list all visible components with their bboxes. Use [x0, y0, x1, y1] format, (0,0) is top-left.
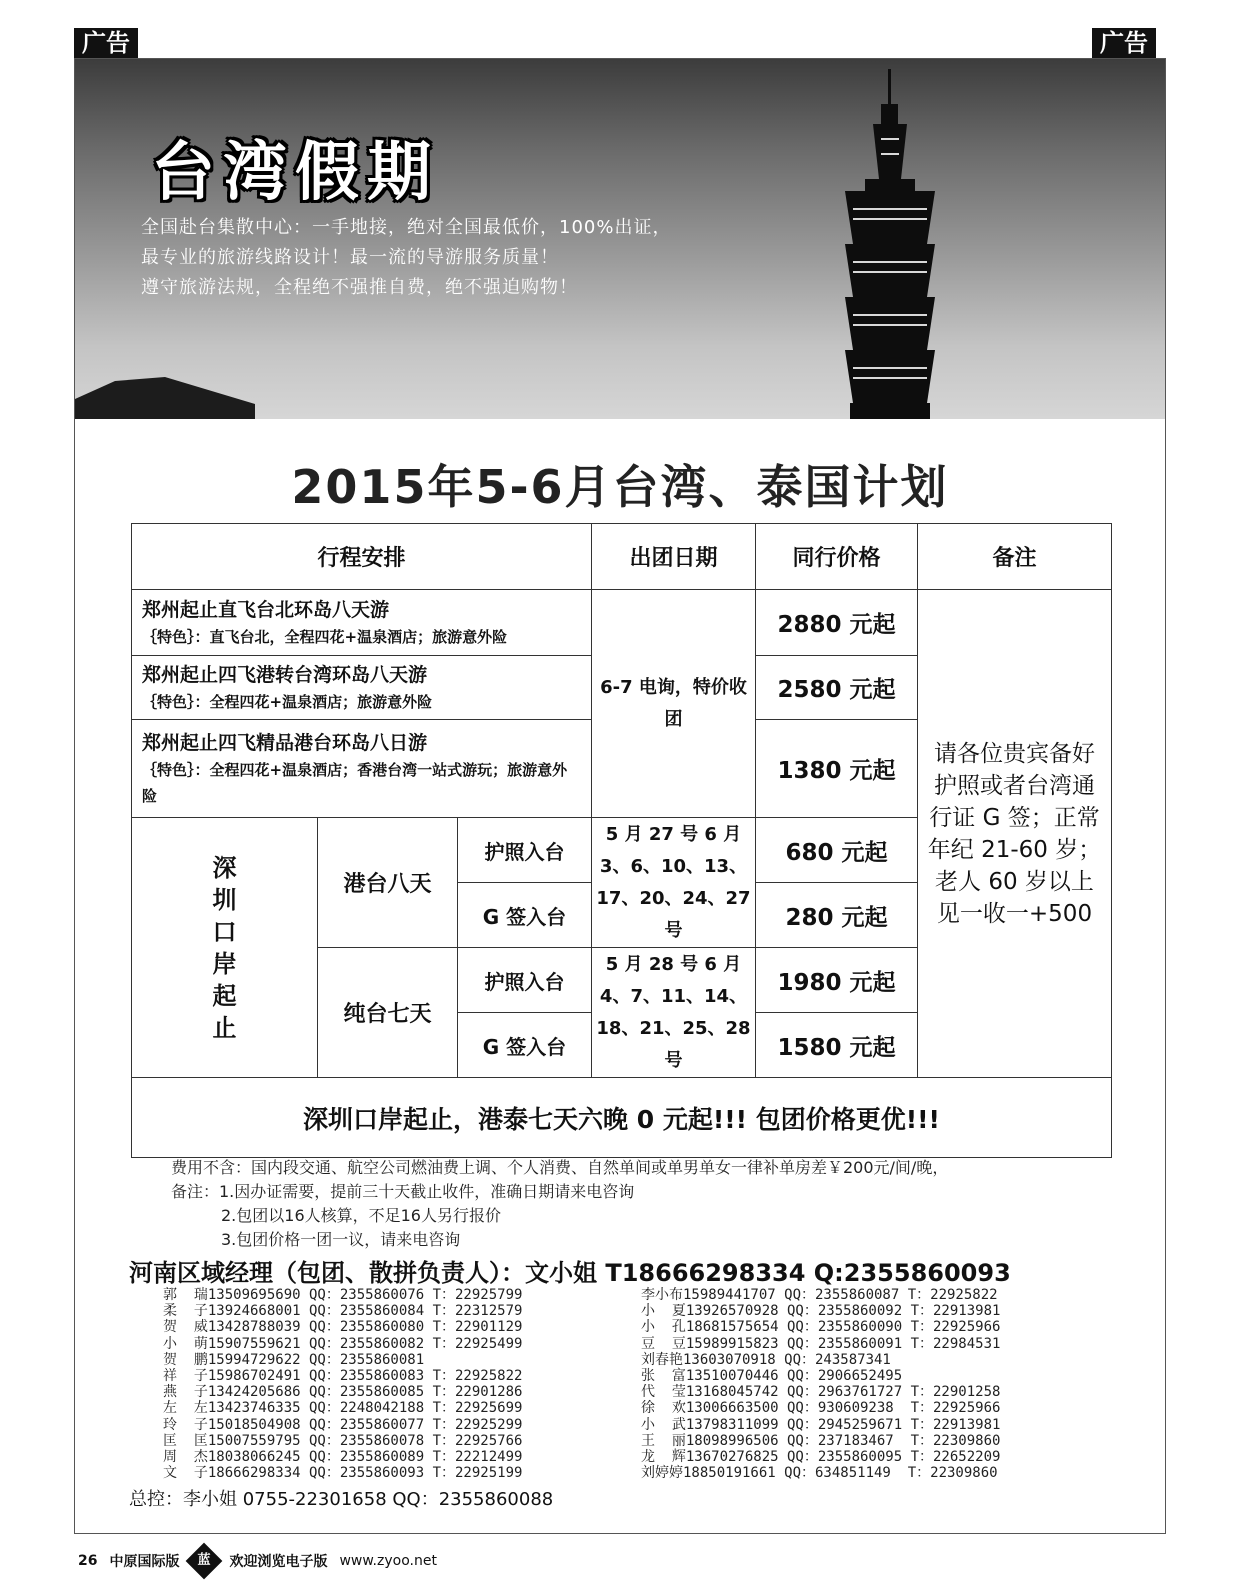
ad-frame [74, 58, 1166, 1534]
route-3-feature: ｛特色｝：全程四花+温泉酒店；香港台湾一站式游玩；旅游意外险 [142, 760, 568, 805]
contact-row: 匡 匡15007559795 QQ：2355860078 T：22925766 [163, 1432, 523, 1449]
sz-group-2-name: 纯台七天 [318, 948, 458, 1078]
sz-group-1-type-2: G 签入台 [458, 883, 592, 948]
route-2 [132, 656, 592, 720]
contact-row: 张 富13510070446 QQ：2906652495 [641, 1368, 903, 1385]
contact-row: 龙 辉13670276825 QQ：2355860095 T：22652209 [641, 1449, 1001, 1466]
route-3 [132, 720, 592, 818]
route-1-price: 2880 元起 [756, 590, 918, 656]
sz-group-1-price-1: 680 元起 [756, 818, 918, 883]
fee-line-2: 备注：1.因办证需要，提前三十天截止收件，准确日期请来电咨询 [171, 1182, 635, 1201]
sz-group-1-name: 港台八天 [318, 818, 458, 948]
contact-row: 燕 子13424205686 QQ：2355860085 T：22901286 [163, 1384, 523, 1401]
contact-row: 小 萌15907559621 QQ：2355860082 T：22925499 [163, 1335, 523, 1352]
zz-dates: 6-7 电询，特价收团 [592, 590, 756, 818]
contact-row: 周 杰18038066245 QQ：2355860089 T：22212499 [163, 1449, 523, 1466]
route-1-feature: ｛特色｝：直飞台北，全程四花+温泉酒店；旅游意外险 [142, 627, 508, 646]
contact-row: 徐 欢13006663500 QQ：930609238 T：22925966 [641, 1400, 1001, 1417]
welcome-text: 欢迎浏览电子版 [229, 1554, 328, 1570]
ad-tag-left: 广告 [74, 28, 138, 58]
contacts-right [641, 1287, 1000, 1481]
contact-row: 祥 子15986702491 QQ：2355860083 T：22925822 [163, 1368, 523, 1385]
plan-table [131, 523, 1112, 1158]
contact-row: 代 莹13168045742 QQ：2963761727 T：22901258 [641, 1384, 1001, 1401]
banner-line-1: 全国赴台集散中心：一手地接，绝对全国最低价，100%出证， [141, 217, 672, 238]
note-cell: 请各位贵宾备好护照或者台湾通行证 G 签；正常年纪 21-60 岁；老人 60 岁以上见一收一+500 [918, 590, 1112, 1078]
contact-row: 豆 豆15989915823 QQ：2355860091 T：22984531 [641, 1335, 1001, 1352]
route-2-feature: ｛特色｝：全程四花+温泉酒店；旅游意外险 [142, 692, 433, 711]
contacts-left [163, 1287, 522, 1481]
route-1 [132, 590, 592, 656]
sz-group-1-price-2: 280 元起 [756, 883, 918, 948]
fee-line-1: 费用不含：国内段交通、航空公司燃油费上调、个人消费、自然单间或单男单女一律补单房差￥200元/间/晚， [171, 1158, 949, 1177]
sz-group-1-dates: 5 月 27 号 6 月 3、6、10、13、17、20、24、27 号 [592, 818, 756, 948]
sz-group-2-dates: 5 月 28 号 6 月 4、7、11、14、18、21、25、28 号 [592, 948, 756, 1078]
publication-name: 中原国际版 [109, 1554, 180, 1570]
header-route: 行程安排 [132, 524, 592, 590]
route-2-name: 郑州起止四飞港转台湾环岛八天游 [142, 663, 428, 686]
contact-row: 刘春艳13603070918 QQ：243587341 [641, 1351, 891, 1368]
sz-group-2-type-2: G 签入台 [458, 1013, 592, 1078]
sz-label [132, 818, 318, 1078]
total-control: 总控：李小姐 0755-22301658 QQ：2355860088 [129, 1489, 554, 1510]
ad-tag-right: 广告 [1092, 28, 1156, 58]
contact-row: 小 武13798311099 QQ：2945259671 T：22913981 [641, 1416, 1001, 1433]
sz-group-1-type-1: 护照入台 [458, 818, 592, 883]
route-3-price: 1380 元起 [756, 720, 918, 818]
banner-line-3: 遵守旅游法规，全程绝不强推自费，绝不强迫购物！ [141, 277, 578, 298]
contact-row: 柔 子13924668001 QQ：2355860084 T：22312579 [163, 1303, 523, 1320]
header-date: 出团日期 [592, 524, 756, 590]
header-note: 备注 [918, 524, 1112, 590]
regional-manager: 河南区域经理（包团、散拼负责人）：文小姐 T18666298334 Q:2355860093 [129, 1259, 1011, 1287]
sz-group-2-price-2: 1580 元起 [756, 1013, 918, 1078]
contact-row: 文 子18666298334 QQ：2355860093 T：22925199 [163, 1465, 523, 1482]
contact-row: 李小布15989441707 QQ：2355860087 T：22925822 [641, 1287, 998, 1303]
header-price: 同行价格 [756, 524, 918, 590]
banner-title: 台湾假期 [151, 135, 439, 210]
contact-row: 贺 威13428788039 QQ：2355860080 T：22901129 [163, 1319, 523, 1336]
page-number: 26 [78, 1553, 98, 1569]
fee-line-3: 2.包团以16人核算，不足16人另行报价 [221, 1206, 501, 1225]
contact-row: 郭 瑞13509695690 QQ：2355860076 T：22925799 [163, 1287, 523, 1303]
publication-logo-icon: 蓝 [186, 1543, 223, 1580]
contact-row: 玲 子15018504908 QQ：2355860077 T：22925299 [163, 1416, 523, 1433]
banner [75, 59, 1165, 419]
plan-title: 2015年5-6月台湾、泰国计划 [291, 460, 949, 514]
sz-group-2-price-1: 1980 元起 [756, 948, 918, 1013]
sz-group-2-type-1: 护照入台 [458, 948, 592, 1013]
route-2-price: 2580 元起 [756, 656, 918, 720]
taipei-101-silhouette [75, 59, 1165, 419]
route-1-name: 郑州起止直飞台北环岛八天游 [142, 598, 390, 621]
route-3-name: 郑州起止四飞精品港台环岛八日游 [142, 731, 428, 754]
summary-row: 深圳口岸起止，港泰七天六晚 0 元起!!! 包团价格更优!!! [132, 1078, 1112, 1158]
website-link[interactable]: www.zyoo.net [339, 1553, 437, 1569]
contact-row: 刘婷婷18850191661 QQ：634851149 T：22309860 [641, 1465, 998, 1482]
contact-row: 小 孔18681575654 QQ：2355860090 T：22925966 [641, 1319, 1001, 1336]
contact-row: 小 夏13926570928 QQ：2355860092 T：22913981 [641, 1303, 1001, 1320]
contact-row: 王 丽18098996506 QQ：237183467 T：22309860 [641, 1432, 1001, 1449]
fee-line-4: 3.包团价格一团一议，请来电咨询 [221, 1230, 461, 1249]
sz-label-text: 深圳口岸起止 [212, 853, 237, 1042]
contact-row: 左 左13423746335 QQ：2248042188 T：22925699 [163, 1400, 523, 1417]
contact-row: 贺 鹏15994729622 QQ：2355860081 [163, 1351, 425, 1368]
banner-line-2: 最专业的旅游线路设计！最一流的导游服务质量！ [141, 247, 559, 268]
page-footer [78, 1548, 437, 1574]
